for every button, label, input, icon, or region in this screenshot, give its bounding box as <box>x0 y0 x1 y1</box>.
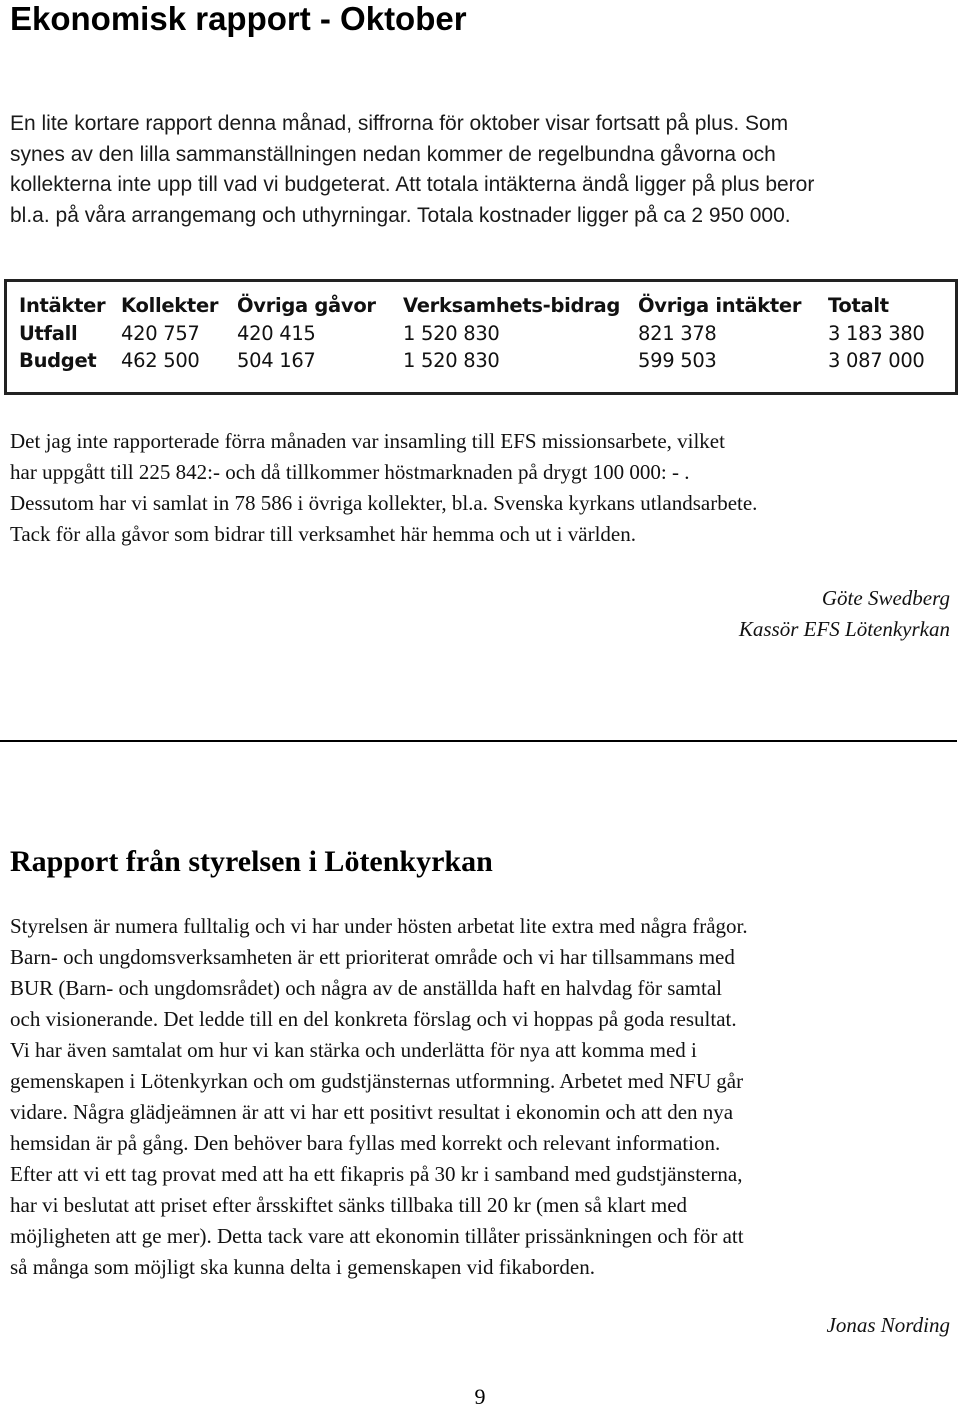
board-paragraph <box>10 911 955 1283</box>
table-header-cell: Totalt <box>828 294 889 317</box>
table-cell: 504 167 <box>237 349 316 372</box>
table-cell: 3 087 000 <box>828 349 925 372</box>
intro-line: En lite kortare rapport denna månad, siffrorna för oktober visar fortsatt på plus. Som <box>10 112 789 135</box>
intro-line: synes av den lilla sammanställningen nedan kommer de regelbundna gåvorna och <box>10 142 776 166</box>
signature-role: Kassör EFS Lötenkyrkan <box>738 617 950 641</box>
table-cell: 1 520 830 <box>403 321 500 345</box>
followup-line: har uppgått till 225 842:- och då tillkommer höstmarknaden på drygt 100 000: - . <box>10 460 690 484</box>
table-header-cell: Kollekter <box>121 294 219 317</box>
board-line: så många som möjligt ska kunna delta i gemenskapen vid fikaborden. <box>10 1255 595 1279</box>
board-line: och visionerande. Det ledde till en del konkreta förslag och vi hoppas på goda resultat. <box>10 1007 737 1031</box>
intro-line: kollekterna inte upp till vad vi budgeterat. Att totala intäkterna ändå ligger på plus beror <box>10 173 815 197</box>
page-number: 9 <box>474 1384 486 1409</box>
table-header-row <box>19 292 925 320</box>
board-line: har vi beslutat att priset efter årsskiftet sänks tillbaka till 20 kr (men så klart med <box>10 1193 688 1217</box>
board-line: Barn- och ungdomsverksamheten är ett prioriterat område och vi har tillsammans med <box>10 945 735 969</box>
section-divider <box>0 740 957 742</box>
table-header-cell: Övriga intäkter <box>638 294 802 317</box>
board-line: Vi har även samtalat om hur vi kan stärka och underlätta för nya att komma med i <box>10 1038 697 1062</box>
followup-paragraph <box>10 426 955 550</box>
table-cell: 1 520 830 <box>403 349 500 372</box>
intro-line: bl.a. på våra arrangemang och uthyrningar. Totala kostnader ligger på ca 2 950 000. <box>10 203 791 227</box>
finance-table-frame <box>4 279 958 395</box>
table-cell: 420 415 <box>237 321 316 345</box>
table-row-label: Budget <box>19 349 97 372</box>
board-line: vidare. Några glädjeämnen är att vi har ett positivt resultat i ekonomin och att den nya <box>10 1100 734 1124</box>
signature-name: Göte Swedberg <box>821 586 950 610</box>
table-header-cell: Intäkter <box>19 294 106 317</box>
table-header-cell: Verksamhets-bidrag <box>403 294 620 317</box>
finance-table <box>19 292 925 375</box>
table-header-cell: Övriga gåvor <box>237 294 376 317</box>
table-cell: 821 378 <box>638 321 717 345</box>
board-line: gemenskapen i Lötenkyrkan och om gudstjänsternas utformning. Arbetet med NFU går <box>10 1069 744 1093</box>
board-line: Styrelsen är numera fulltalig och vi har under hösten arbetat lite extra med några frågor. <box>10 914 748 938</box>
table-cell: 3 183 380 <box>828 321 925 345</box>
table-cell: 462 500 <box>121 349 200 372</box>
followup-line: Tack för alla gåvor som bidrar till verksamhet här hemma och ut i världen. <box>10 522 636 546</box>
board-line: BUR (Barn- och ungdomsrådet) och några av de anställda haft en halvdag för samtal <box>10 976 723 1000</box>
intro-paragraph <box>10 109 955 231</box>
board-report-title: Rapport från styrelsen i Lötenkyrkan <box>10 845 493 878</box>
followup-line: Det jag inte rapporterade förra månaden var insamling till EFS missionsarbete, vilket <box>10 429 725 453</box>
table-row-label: Utfall <box>19 321 78 345</box>
followup-line: Dessutom har vi samlat in 78 586 i övriga kollekter, bl.a. Svenska kyrkans utlandsarbete. <box>10 491 758 515</box>
table-cell: 420 757 <box>121 321 200 345</box>
report-title: Ekonomisk rapport - Oktober <box>10 0 467 37</box>
table-row <box>19 320 925 348</box>
board-line: möjligheten att ge mer). Detta tack vare att ekonomin tillåter prissänkningen och för att <box>10 1224 744 1248</box>
board-line: hemsidan är på gång. Den behöver bara fyllas med korrekt och relevant information. <box>10 1131 721 1155</box>
board-signature: Jonas Nording <box>826 1313 950 1337</box>
table-cell: 599 503 <box>638 349 717 372</box>
board-line: Efter att vi ett tag provat med att ha ett fikapris på 30 kr i samband med gudstjänsterna, <box>10 1162 743 1186</box>
table-row <box>19 347 925 375</box>
